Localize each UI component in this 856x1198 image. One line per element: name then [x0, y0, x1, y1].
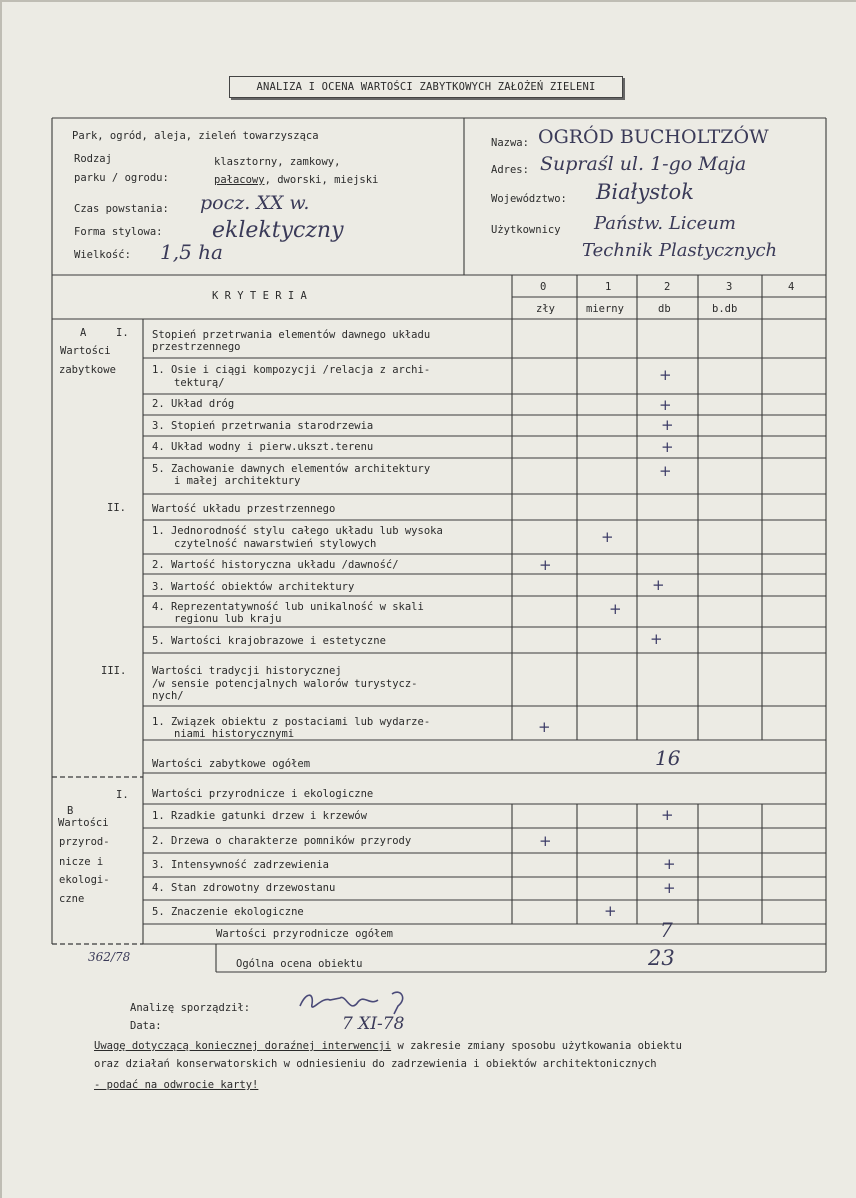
rodzaj-options-1: klasztorny, zamkowy,	[214, 156, 341, 168]
uzytkownicy-value-1: Państw. Liceum	[594, 213, 736, 234]
wielkosc-value: 1,5 ha	[160, 240, 223, 264]
overall-label: Ogólna ocena obiektu	[236, 958, 363, 970]
overall-value: 23	[648, 946, 675, 970]
note-rest: w zakresie zmiany sposobu użytkowania obiektu	[391, 1040, 682, 1052]
a-iii-heading-2: /w sensie potencjalnych walorów turystycz-	[152, 678, 418, 690]
wojewodztwo-value: Białystok	[596, 180, 694, 204]
a-i-row-2-label: 2. Układ dróg	[152, 398, 235, 410]
a-ii-row-1-mark: +	[601, 528, 614, 546]
b-i-row-5-mark: +	[604, 902, 617, 920]
a-iii-row-1-mark: +	[538, 718, 551, 736]
nazwa-value: OGRÓD BUCHOLTZÓW	[538, 126, 769, 148]
a-i-row-2-mark: +	[659, 396, 672, 414]
rodzaj-options-2	[214, 174, 378, 186]
roman-b-i: I.	[116, 789, 129, 801]
a-ii-row-1-label-2: czytelność nawarstwień stylowych	[174, 538, 377, 550]
scale-number-3: 3	[726, 281, 733, 293]
a-ii-row-5-mark: +	[650, 630, 663, 648]
b-i-row-4-label: 4. Stan zdrowotny drzewostanu	[152, 882, 336, 894]
b-i-heading: Wartości przyrodnicze i ekologiczne	[152, 788, 374, 800]
scale-label-3: b.db	[712, 303, 738, 315]
roman-a-iii: III.	[101, 665, 127, 677]
a-i-row-1-mark: +	[659, 366, 672, 384]
section-a-letter: A	[80, 327, 87, 339]
a-i-row-5-label: 5. Zachowanie dawnych elementów architektury	[152, 463, 431, 475]
b-i-row-4-mark: +	[663, 879, 676, 897]
a-ii-row-2-mark: +	[539, 556, 552, 574]
a-ii-row-4-mark: +	[609, 600, 622, 618]
note-line-2: oraz działań konserwatorskich w odniesieniu do zadrzewienia i obiektów architektonicznych	[94, 1058, 657, 1070]
b-i-row-1-label: 1. Rzadkie gatunki drzew i krzewów	[152, 810, 367, 822]
a-iii-row-1-label: 1. Związek obiektu z postaciami lub wydarze-	[152, 716, 431, 728]
note-line-1	[94, 1040, 682, 1052]
section-b-label-5: czne	[59, 893, 85, 905]
a-i-row-3-mark: +	[661, 416, 674, 434]
a-i-heading-2: przestrzennego	[152, 341, 241, 353]
a-total-value: 16	[655, 746, 681, 770]
scale-number-2: 2	[664, 281, 671, 293]
stamp-number: 362/78	[88, 950, 131, 964]
nazwa-label: Nazwa:	[491, 137, 529, 149]
category-line: Park, ogród, aleja, zieleń towarzysząca	[72, 130, 319, 142]
parku-label: parku / ogrodu:	[74, 172, 169, 184]
rodzaj-selected: pałacowy	[214, 174, 265, 186]
scale-label-0: zły	[536, 303, 555, 315]
a-i-row-3-label: 3. Stopień przetrwania starodrzewia	[152, 420, 374, 432]
b-i-row-2-label: 2. Drzewa o charakterze pomników przyrody	[152, 835, 412, 847]
section-b-label-4: ekologi-	[59, 874, 110, 886]
section-a-label-2: zabytkowe	[59, 364, 116, 376]
uzytkownicy-label: Użytkownicy	[491, 224, 561, 236]
b-i-row-1-mark: +	[661, 806, 674, 824]
note-line-3: - podać na odwrocie karty!	[94, 1079, 259, 1091]
section-a-label-1: Wartości	[60, 345, 111, 357]
uzytkownicy-value-2: Technik Plastycznych	[582, 240, 778, 261]
scale-number-1: 1	[605, 281, 612, 293]
data-label: Data:	[130, 1020, 162, 1032]
wielkosc-label: Wielkość:	[74, 249, 131, 261]
a-i-row-5-mark: +	[659, 462, 672, 480]
date-value: 7 XI-78	[342, 1014, 405, 1034]
adres-value: Supraśl ul. 1-go Maja	[540, 153, 747, 175]
a-iii-heading-3: nych/	[152, 690, 184, 702]
rodzaj-label: Rodzaj	[74, 153, 112, 165]
czas-label: Czas powstania:	[74, 203, 169, 215]
a-ii-row-4-label-2: regionu lub kraju	[174, 613, 282, 625]
section-b-label-2: przyrod-	[59, 836, 110, 848]
a-i-row-5-label-2: i małej architektury	[174, 475, 301, 487]
a-ii-row-1-label: 1. Jednorodność stylu całego układu lub wysoka	[152, 525, 443, 537]
a-total-label: Wartości zabytkowe ogółem	[152, 758, 311, 770]
a-ii-row-2-label: 2. Wartość historyczna układu /dawność/	[152, 559, 399, 571]
a-ii-row-3-label: 3. Wartość obiektów architektury	[152, 581, 355, 593]
a-ii-row-4-label: 4. Reprezentatywność lub unikalność w skali	[152, 601, 424, 613]
a-i-row-1-label-2: tekturą/	[174, 377, 225, 389]
a-i-row-4-label: 4. Układ wodny i pierw.ukszt.terenu	[152, 441, 374, 453]
a-ii-row-3-mark: +	[652, 576, 665, 594]
rodzaj-rest: , dworski, miejski	[264, 174, 379, 186]
adres-label: Adres:	[491, 164, 529, 176]
roman-a-i: I.	[116, 327, 129, 339]
a-iii-row-1-label-2: niami historycznymi	[174, 728, 295, 740]
wojewodztwo-label: Województwo:	[491, 193, 567, 205]
section-b-label-3: nicze i	[59, 856, 104, 868]
b-total-value: 7	[660, 918, 673, 942]
a-iii-heading-1: Wartości tradycji historycznej	[152, 665, 342, 677]
scale-number-4: 4	[788, 281, 795, 293]
roman-a-ii: II.	[107, 502, 126, 514]
scale-label-1: mierny	[586, 303, 624, 315]
a-ii-heading: Wartość układu przestrzennego	[152, 503, 336, 515]
note-emphasis: Uwagę dotyczącą koniecznej doraźnej interwencji	[94, 1040, 392, 1052]
form-title: ANALIZA I OCENA WARTOŚCI ZABYTKOWYCH ZAŁOŻEŃ ZIELENI	[229, 76, 623, 98]
a-i-heading-1: Stopień przetrwania elementów dawnego układu	[152, 329, 431, 341]
b-i-row-5-label: 5. Znaczenie ekologiczne	[152, 906, 304, 918]
b-i-row-3-mark: +	[663, 855, 676, 873]
b-total-label: Wartości przyrodnicze ogółem	[216, 928, 394, 940]
section-b-letter: B	[67, 805, 74, 817]
b-i-row-3-label: 3. Intensywność zadrzewienia	[152, 859, 330, 871]
czas-value: pocz. XX w.	[200, 192, 310, 214]
kryteria-label: K R Y T E R I A	[212, 290, 307, 302]
forma-value: eklektyczny	[212, 218, 344, 243]
scale-label-2: db	[658, 303, 671, 315]
scale-number-0: 0	[540, 281, 547, 293]
analize-label: Analizę sporządził:	[130, 1002, 251, 1014]
forma-label: Forma stylowa:	[74, 226, 163, 238]
a-i-row-1-label: 1. Osie i ciągi kompozycji /relacja z archi-	[152, 364, 431, 376]
b-i-row-2-mark: +	[539, 832, 552, 850]
section-b-label-1: Wartości	[58, 817, 109, 829]
a-i-row-4-mark: +	[661, 438, 674, 456]
a-ii-row-5-label: 5. Wartości krajobrazowe i estetyczne	[152, 635, 386, 647]
